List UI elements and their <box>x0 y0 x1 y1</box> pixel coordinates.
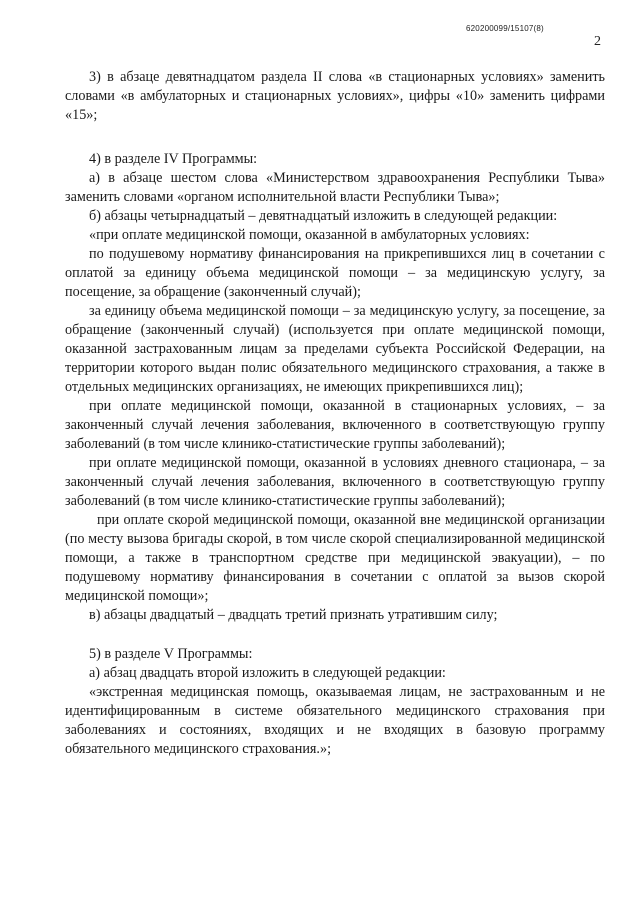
item-5-heading: 5) в разделе V Программы: <box>89 646 253 662</box>
item-5a-paragraph: а) абзац двадцать второй изложить в следующей редакции: <box>89 665 446 681</box>
document-body <box>65 68 605 759</box>
page-number: 2 <box>594 34 601 49</box>
item-4v-paragraph: в) абзацы двадцатый – двадцать третий признать утратившим силу; <box>89 607 498 623</box>
quote-per-capita: по подушевому нормативу финансирования на прикрепившихся лиц в сочетании с оплатой за единицу объема медицинской помощи – за медицинскую услугу, за посещение, за обращение (законченный случай); <box>65 246 605 300</box>
quote-unit-volume: за единицу объема медицинской помощи – за медицинскую услугу, за посещение, за обращение (законченный случай) (используется при оплате медицинской помощи, оказанной застрахованным лицам за пределами субъекта Российской Федерации, на территории которого выдан полис обязательного медицинского страхования, а также в отдельных медицинских организациях, не имеющих прикрепившихся лиц); <box>65 303 605 395</box>
item-4-heading: 4) в разделе IV Программы: <box>89 151 258 167</box>
quote-day-stationary: при оплате медицинской помощи, оказанной в условиях дневного стационара, – за законченный случай лечения заболевания, включенного в соответствующую группу заболеваний (в том числе клинико-статистические группы заболеваний); <box>65 455 605 509</box>
quote-ambulance: при оплате скорой медицинской помощи, оказанной вне медицинской организации (по месту вызова бригады скорой, в том числе скорой специализированной медицинской помощи, а также в транспортном средстве при медицинской эвакуации), – по подушевому нормативу финансирования в сочетании с оплатой за вызов скорой медицинской помощи»; <box>65 512 605 604</box>
quote-ambulatory-intro: «при оплате медицинской помощи, оказанной в амбулаторных условиях: <box>89 227 530 243</box>
item-4b-paragraph: б) абзацы четырнадцатый – девятнадцатый изложить в следующей редакции: <box>89 208 558 224</box>
quote-emergency: «экстренная медицинская помощь, оказываемая лицам, не застрахованным и не идентифицированным в системе обязательного медицинского страхования при заболеваниях и состояниях, входящих и не входящих в базовую программу обязательного медицинского страхования.»; <box>65 684 605 757</box>
document-code: 620200099/15107(8) <box>466 24 544 33</box>
item-4a-paragraph: а) в абзаце шестом слова «Министерством здравоохранения Республики Тыва» заменить словами «органом исполнительной власти Республики Тыва»; <box>65 170 605 205</box>
item-3-paragraph: 3) в абзаце девятнадцатом раздела II слова «в стационарных условиях» заменить словами «в амбулаторных и стационарных условиях», цифры «10» заменить цифрами «15»; <box>65 69 605 123</box>
quote-stationary: при оплате медицинской помощи, оказанной в стационарных условиях, – за законченный случай лечения заболевания, включенного в соответствующую группу заболеваний (в том числе клинико-статистические группы заболеваний); <box>65 398 605 452</box>
